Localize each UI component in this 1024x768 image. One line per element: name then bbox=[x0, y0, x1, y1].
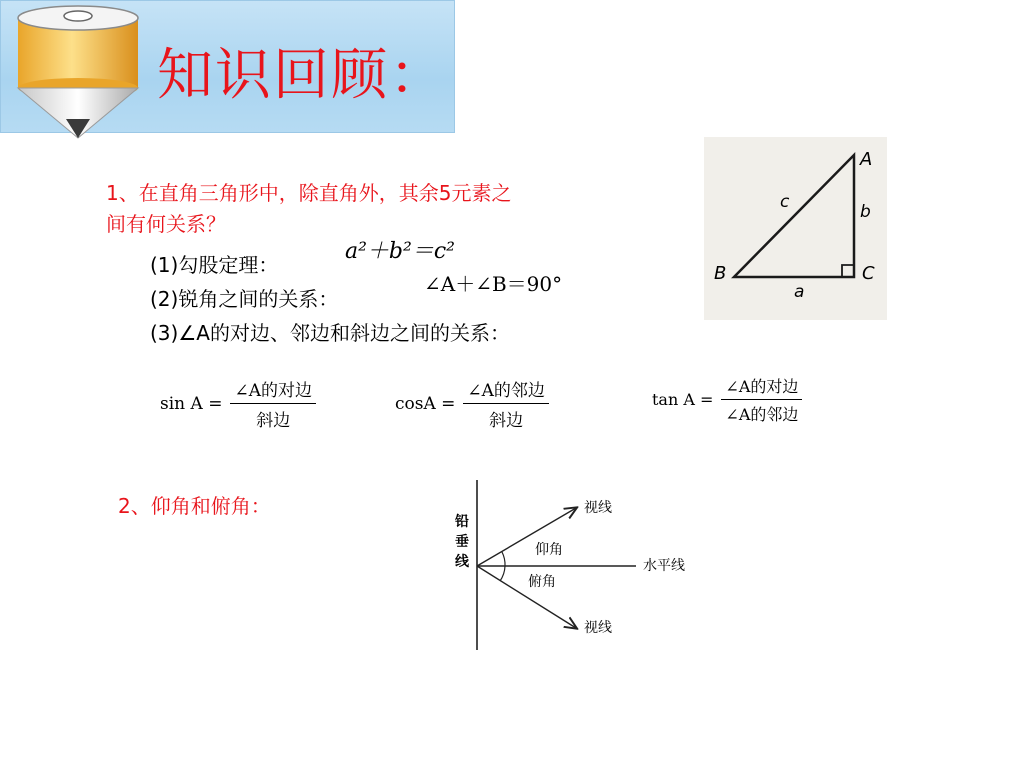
vertex-a-label: A bbox=[860, 149, 873, 170]
elevation-depression-diagram bbox=[440, 478, 700, 653]
page-title: 知识回顾： bbox=[157, 43, 447, 108]
tangent-fraction bbox=[721, 374, 802, 425]
right-triangle-figure bbox=[704, 137, 887, 320]
cosine-formula bbox=[395, 376, 549, 431]
item-3-label: (3)∠A的对边、邻边和斜边之间的关系： bbox=[150, 321, 510, 345]
pencil-icon bbox=[8, 4, 148, 146]
vertex-b-label: B bbox=[714, 263, 727, 284]
item-1-label: (1)勾股定理： bbox=[150, 253, 279, 277]
question-2: 2、仰角和俯角： bbox=[118, 494, 271, 518]
cosine-lhs: cosA = bbox=[395, 393, 456, 414]
sight-line-top-label: 视线 bbox=[584, 500, 612, 516]
question-1 bbox=[106, 178, 686, 240]
side-a-label: a bbox=[794, 282, 805, 302]
tangent-formula bbox=[652, 374, 802, 425]
plumb-line-char-2: 垂 bbox=[455, 534, 469, 550]
tangent-denominator: ∠A的邻边 bbox=[725, 405, 799, 424]
tangent-numerator: ∠A的对边 bbox=[721, 374, 802, 400]
plumb-line-char-3: 线 bbox=[455, 554, 469, 570]
question-1-line-1: 1、在直角三角形中，除直角外，其余5元素之 bbox=[106, 181, 512, 205]
sight-line-bottom-label: 视线 bbox=[584, 620, 612, 636]
cosine-fraction bbox=[463, 376, 549, 431]
cosine-denominator: 斜边 bbox=[489, 411, 524, 431]
sine-lhs: sin A = bbox=[160, 393, 223, 414]
tangent-lhs: tan A = bbox=[652, 390, 714, 409]
sine-numerator: ∠A的对边 bbox=[230, 376, 316, 404]
horizontal-line-label: 水平线 bbox=[643, 558, 685, 574]
pythagorean-formula: a²＋b²＝c² bbox=[345, 239, 455, 264]
item-2-label: (2)锐角之间的关系： bbox=[150, 287, 339, 311]
sine-fraction bbox=[230, 376, 316, 431]
depression-angle-label: 俯角 bbox=[528, 574, 556, 590]
elevation-angle-label: 仰角 bbox=[535, 542, 563, 558]
vertex-c-label: C bbox=[862, 263, 875, 284]
cosine-numerator: ∠A的邻边 bbox=[463, 376, 549, 404]
side-c-label: c bbox=[780, 192, 790, 212]
angle-sum-formula: ∠A＋∠B＝90° bbox=[424, 272, 563, 296]
sine-denominator: 斜边 bbox=[256, 411, 291, 431]
question-1-line-2: 间有何关系？ bbox=[106, 212, 226, 236]
side-b-label: b bbox=[860, 202, 871, 222]
plumb-line-char-1: 铅 bbox=[455, 514, 469, 530]
sine-formula bbox=[160, 376, 316, 431]
